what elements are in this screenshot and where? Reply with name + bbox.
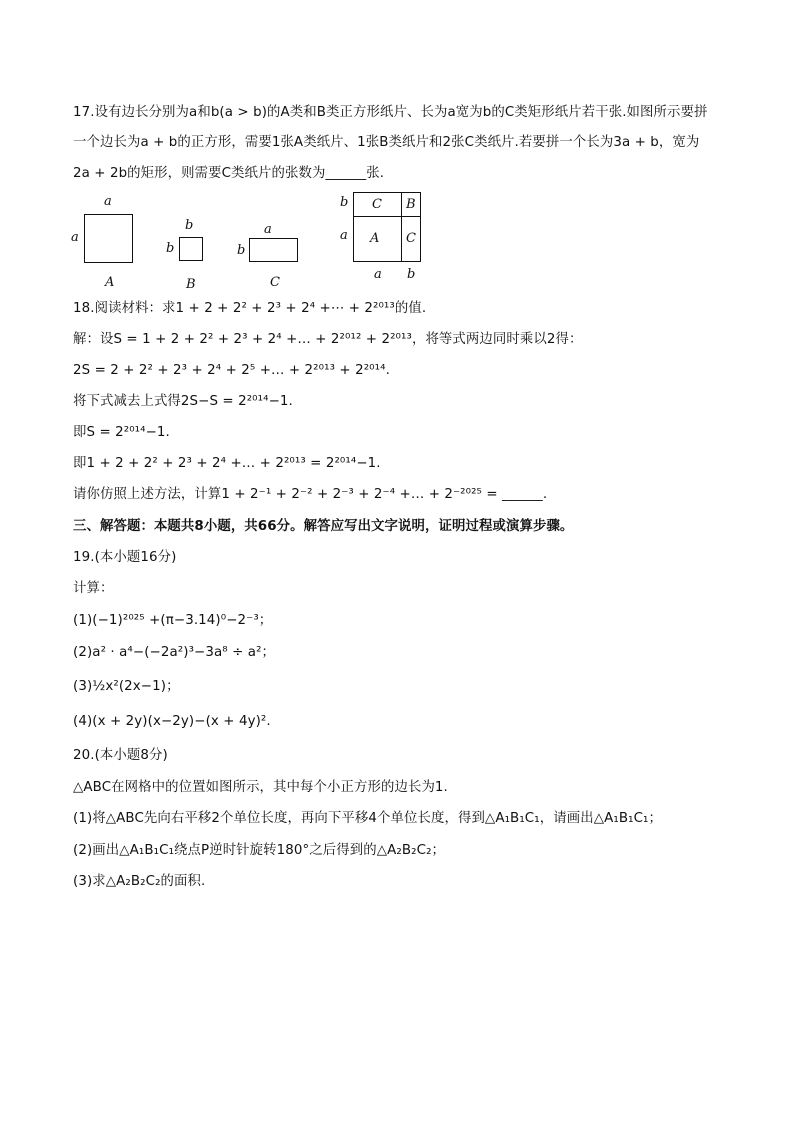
figC-name: C — [270, 275, 280, 290]
cell-bottom-right-label: C — [406, 231, 416, 246]
figB-top-label: b — [185, 218, 194, 233]
square-A — [84, 214, 133, 263]
figA-name: A — [105, 275, 115, 290]
figC-top-label: a — [264, 222, 272, 237]
q20-intro: △ABC在网格中的位置如图所示，其中每个小正方形的边长为1. — [73, 780, 448, 795]
q18-line2: 解：设S = 1 + 2 + 2² + 2³ + 2⁴ +… + 2²⁰¹² + 2²⁰¹³，将等式两边同时乘以2得： — [73, 332, 583, 347]
q17-line3: 2a + 2b的矩形，则需要C类纸片的张数为______张. — [73, 166, 385, 181]
horizontal-divider — [353, 216, 421, 217]
cell-bottom-left-label: A — [370, 231, 380, 246]
q18-line7: 请你仿照上述方法，计算1 + 2⁻¹ + 2⁻² + 2⁻³ + 2⁻⁴ +… + 2⁻²⁰²⁵ = ______. — [73, 487, 548, 502]
q18-line4: 将下式减去上式得2S−S = 2²⁰¹⁴−1. — [73, 394, 293, 409]
figC-side-label: b — [237, 243, 246, 258]
q17-line1: 17.设有边长分别为a和b(a > b)的A类和B类正方形纸片、长为a宽为b的C类矩形纸片若干张.如图所示要拼 — [73, 105, 708, 120]
q20-item-3: (3)求△A₂B₂C₂的面积. — [73, 874, 206, 889]
q19-header: 19.(本小题16分) — [73, 550, 177, 565]
figA-top-label: a — [104, 194, 112, 209]
left-label-b: b — [340, 195, 349, 210]
q18-line1: 18.阅读材料：求1 + 2 + 2² + 2³ + 2⁴ +⋯ + 2²⁰¹³的值. — [73, 301, 427, 316]
q18-line5: 即S = 2²⁰¹⁴−1. — [73, 425, 170, 440]
q19-item-4: (4)(x + 2y)(x−2y)−(x + 4y)². — [73, 714, 271, 729]
q19-item-3: (3)½x²(2x−1)； — [73, 679, 180, 694]
figB-side-label: b — [166, 241, 175, 256]
cell-top-right-label: B — [406, 197, 416, 212]
cell-top-left-label: C — [372, 197, 382, 212]
q18-line6: 即1 + 2 + 2² + 2³ + 2⁴ +… + 2²⁰¹³ = 2²⁰¹⁴−1. — [73, 456, 381, 471]
bottom-label-a: a — [374, 267, 382, 282]
q20-header: 20.(本小题8分) — [73, 748, 168, 763]
section3-title: 三、解答题：本题共8小题，共66分。解答应写出文字说明，证明过程或演算步骤。 — [73, 519, 574, 534]
q20-item-2: (2)画出△A₁B₁C₁绕点P逆时针旋转180°之后得到的△A₂B₂C₂； — [73, 843, 446, 858]
rect-C — [249, 238, 298, 262]
figA-side-label: a — [71, 230, 79, 245]
figB-name: B — [186, 277, 196, 292]
q18-line3: 2S = 2 + 2² + 2³ + 2⁴ + 2⁵ +… + 2²⁰¹³ + 2²⁰¹⁴. — [73, 363, 390, 378]
bottom-label-b: b — [407, 267, 416, 282]
left-label-a: a — [340, 228, 348, 243]
vertical-divider — [401, 192, 402, 262]
q19-intro: 计算： — [73, 581, 114, 596]
square-B — [179, 237, 203, 261]
q20-item-1: (1)将△ABC先向右平移2个单位长度，再向下平移4个单位长度，得到△A₁B₁C₁，请画出△A₁B₁C₁； — [73, 811, 662, 826]
q17-line2: 一个边长为a + b的正方形，需要1张A类纸片、1张B类纸片和2张C类纸片.若要拼一个长为3a + b，宽为 — [73, 135, 700, 150]
q19-item-2: (2)a² · a⁴−(−2a²)³−3a⁸ ÷ a²； — [73, 645, 276, 660]
q19-item-1: (1)(−1)²⁰²⁵ +(π−3.14)⁰−2⁻³； — [73, 613, 273, 628]
